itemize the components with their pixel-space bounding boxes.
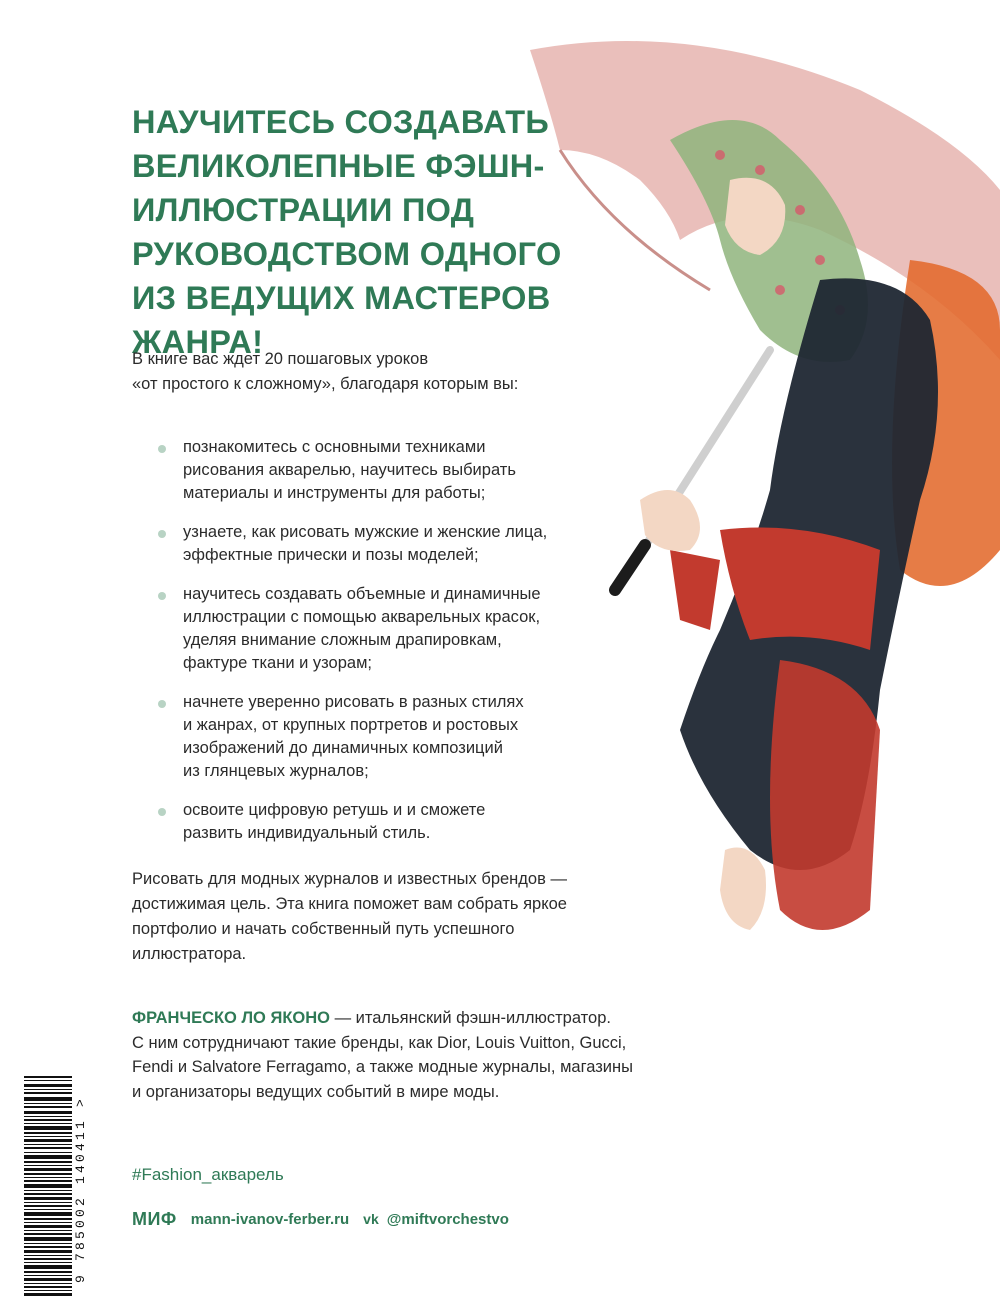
intro-line: В книге вас ждет 20 пошаговых уроков	[132, 350, 429, 368]
list-item-line: материалы и инструменты для работы;	[183, 484, 486, 502]
publisher-footer	[132, 1207, 509, 1231]
intro-line: «от простого к сложному», благодаря которым вы:	[132, 375, 519, 393]
list-item-line: изображений до динамичных композиций	[183, 739, 503, 757]
author-bio-line: Fendi и Salvatore Ferragamo, а также модные журналы, магазины	[132, 1058, 633, 1076]
watercolor-illustration	[520, 30, 1000, 990]
list-item-line: рисования акварелью, научитесь выбирать	[183, 461, 516, 479]
headline-line: ИЗ ВЕДУЩИХ МАСТЕРОВ	[132, 280, 551, 316]
lower-hand	[720, 848, 766, 931]
bullet-dot-icon	[158, 530, 166, 538]
bullet-dot-icon	[158, 808, 166, 816]
vk-icon: vk	[363, 1211, 379, 1227]
hashtag: #Fashion_акварель	[132, 1165, 284, 1184]
author-bio	[132, 1006, 732, 1104]
list-item-line: из глянцевых журналов;	[183, 762, 369, 780]
closing-line: иллюстратора.	[132, 945, 247, 963]
list-item-line: иллюстрации с помощью акварельных красок,	[183, 608, 541, 626]
headline-line: ЖАНРА!	[132, 324, 264, 360]
list-item-line: начнете уверенно рисовать в разных стилях	[183, 693, 524, 711]
list-item-line: и жанрах, от крупных портретов и ростовых	[183, 716, 519, 734]
headline	[132, 100, 572, 364]
list-item-line: научитесь создавать объемные и динамичные	[183, 585, 541, 603]
social-handle[interactable]: @miftvorchestvo	[386, 1210, 509, 1228]
bullet-dot-icon	[158, 700, 166, 708]
headline-line: НАУЧИТЕСЬ СОЗДАВАТЬ	[132, 104, 550, 140]
publisher-logo: МИФ	[132, 1208, 177, 1229]
list-item-line: фактуре ткани и узорам;	[183, 654, 373, 672]
list-item-line: эффектные прически и позы моделей;	[183, 546, 479, 564]
headline-line: ВЕЛИКОЛЕПНЫЕ ФЭШН-	[132, 148, 545, 184]
list-item-line: познакомитесь с основными техниками	[183, 438, 486, 456]
closing-line: Рисовать для модных журналов и известных брендов —	[132, 870, 567, 888]
list-item-line: узнаете, как рисовать мужские и женские лица,	[183, 523, 548, 541]
closing-line: достижимая цель. Эта книга поможет вам собрать яркое	[132, 895, 567, 913]
list-item-line: развить индивидуальный стиль.	[183, 824, 431, 842]
author-bio-text: — итальянский фэшн-иллюстратор.	[329, 1009, 611, 1027]
red-skirt	[770, 660, 880, 930]
barcode-digits: 9 785002 140411 >	[73, 1095, 88, 1283]
bullet-dot-icon	[158, 592, 166, 600]
list-item-line: освоите цифровую ретушь и и сможете	[183, 801, 486, 819]
author-name: ФРАНЧЕСКО ЛО ЯКОНО	[132, 1009, 330, 1027]
headline-line: ИЛЛЮСТРАЦИИ ПОД	[132, 192, 475, 228]
bullet-dot-icon	[158, 445, 166, 453]
author-bio-first-line	[132, 1006, 732, 1031]
headline-line: РУКОВОДСТВОМ ОДНОГО	[132, 236, 562, 272]
website-link[interactable]: mann-ivanov-ferber.ru	[190, 1210, 350, 1228]
author-bio-line: С ним сотрудничают такие бренды, как Dior, Louis Vuitton, Gucci,	[132, 1033, 627, 1052]
closing-line: портфолио и начать собственный путь успешного	[132, 920, 515, 938]
list-item-line: уделяя внимание сложным драпировкам,	[183, 631, 502, 649]
author-bio-line: и организаторы ведущих событий в мире моды.	[132, 1082, 500, 1101]
